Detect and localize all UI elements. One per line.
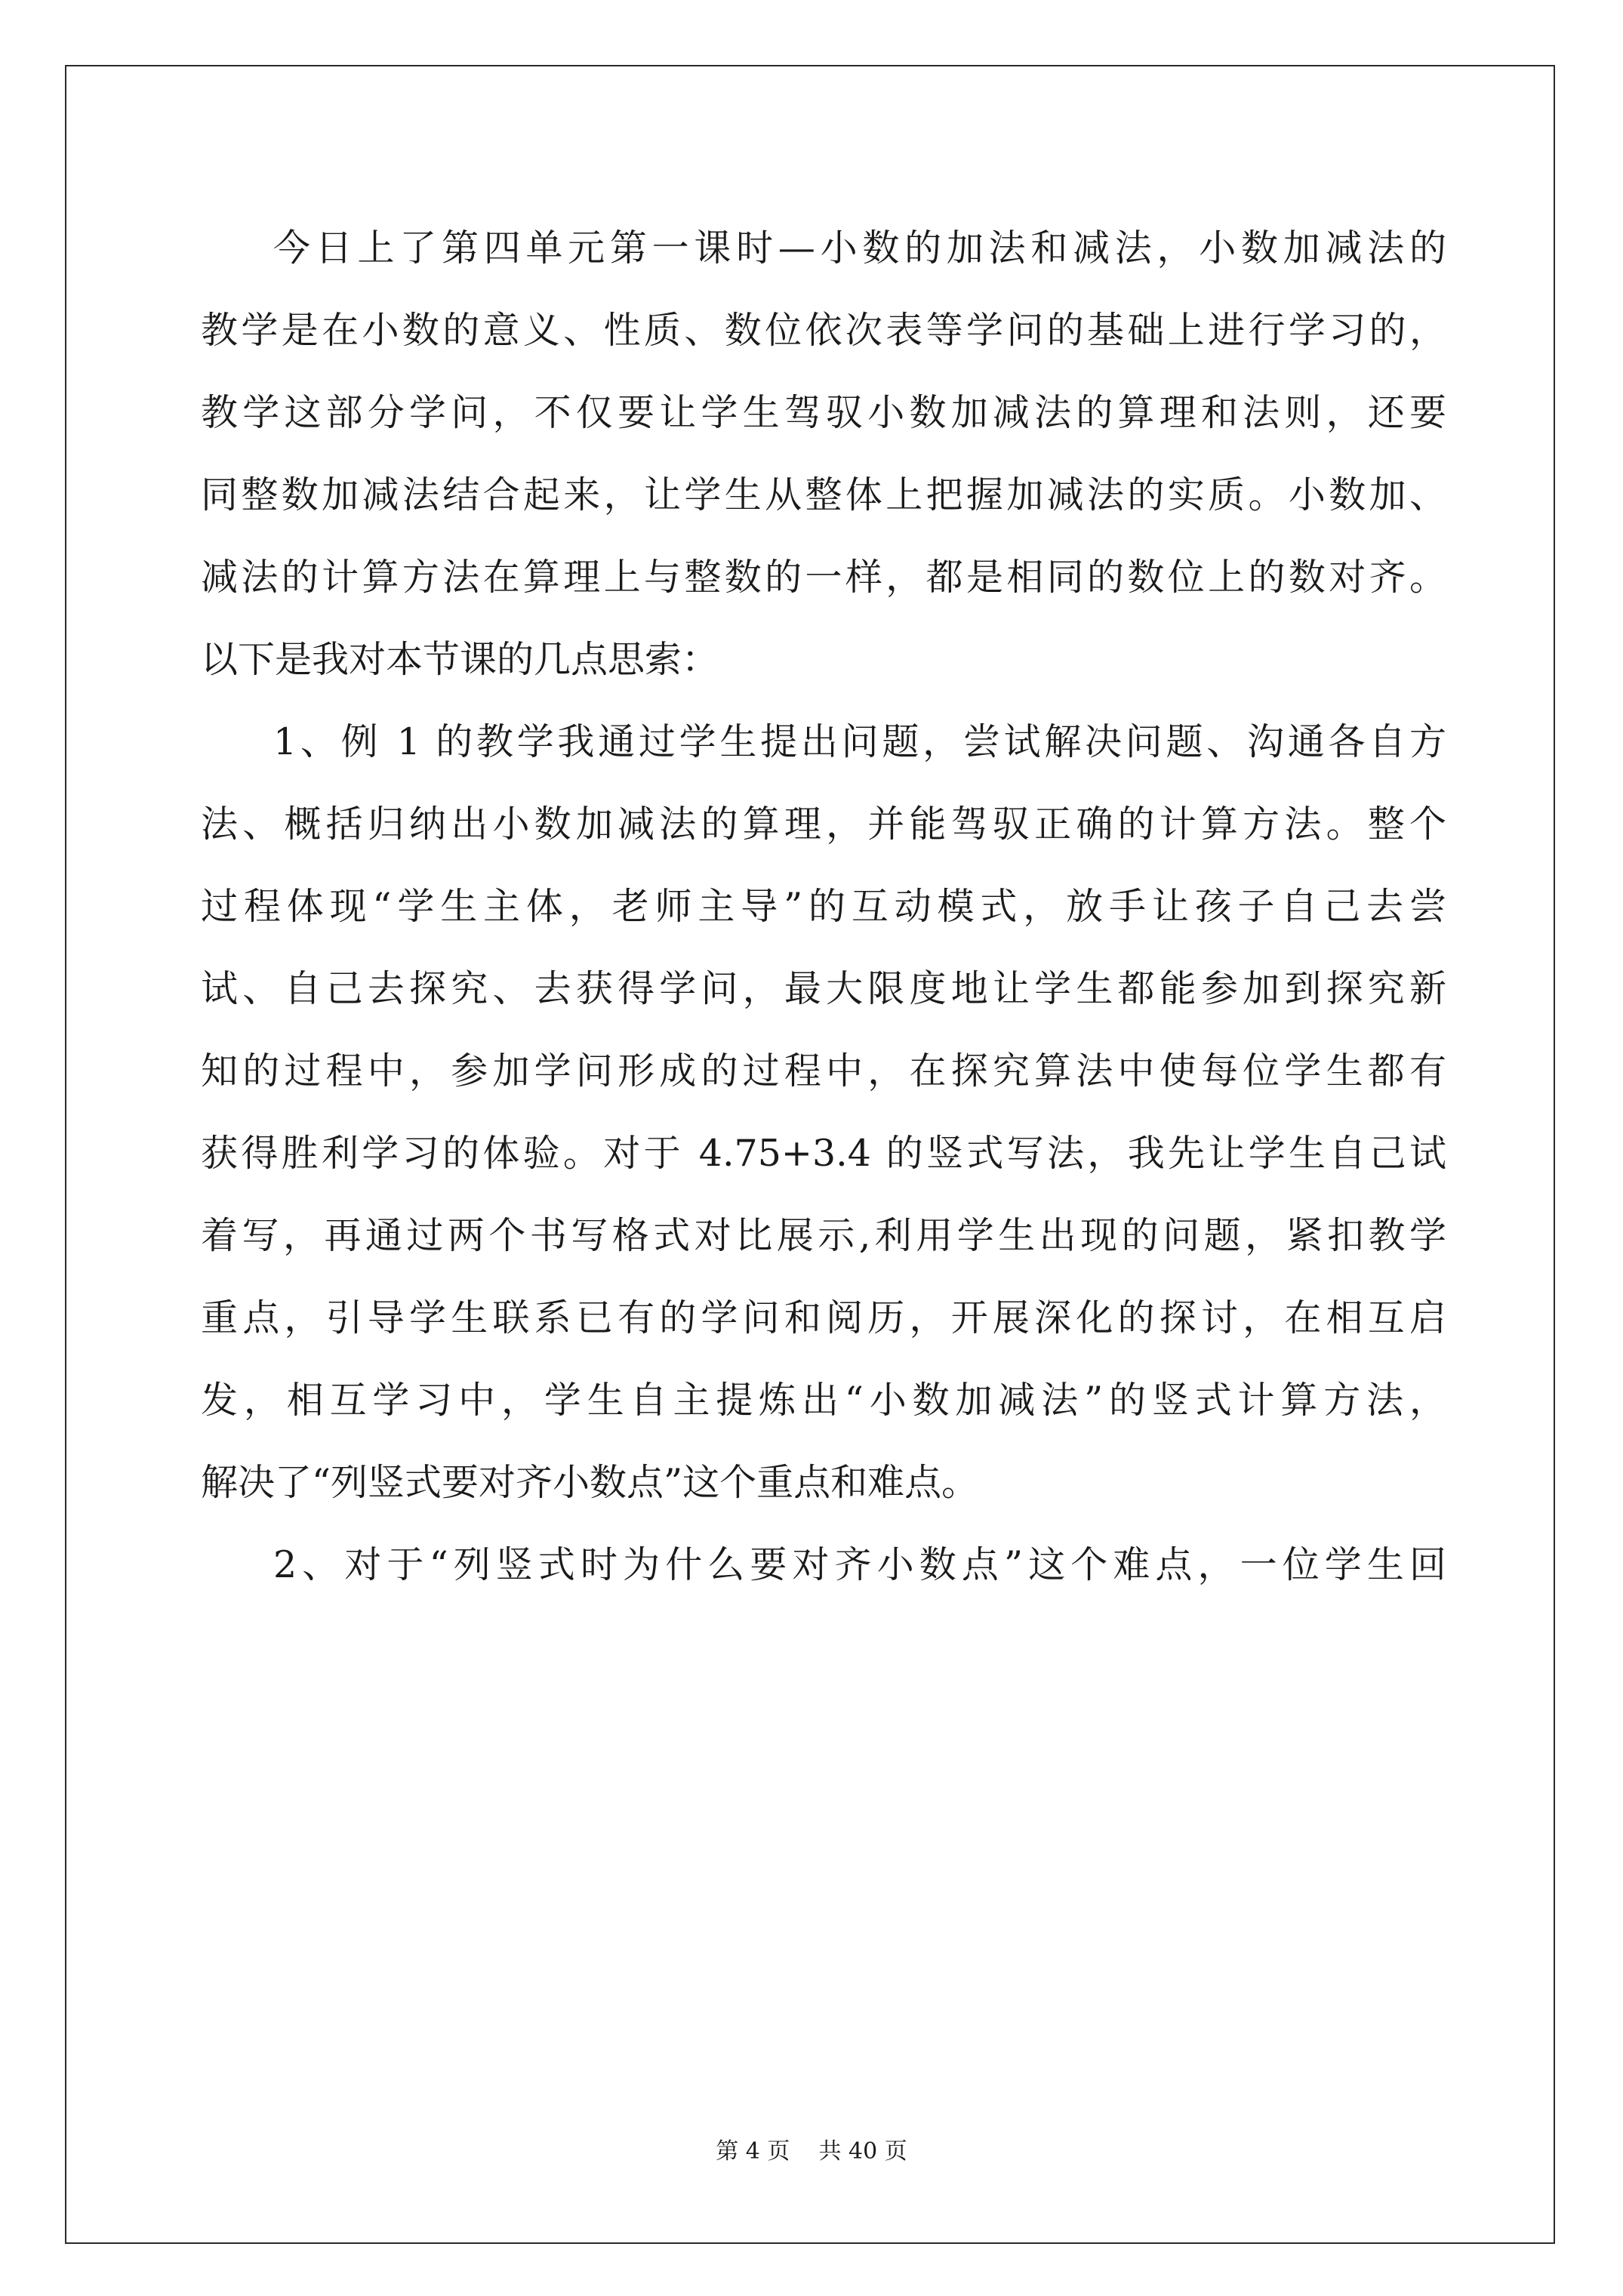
paragraph-line: 减法的计算方法在算理上与整数的一样，都是相同的数位上的数对齐。: [201, 556, 1446, 599]
paragraph-line: 解决了“列竖式要对齐小数点”这个重点和难点。: [201, 1461, 979, 1504]
paragraph-line: 法、概括归纳出小数加减法的算理，并能驾驭正确的计算方法。整个: [201, 803, 1446, 846]
paragraph-line: 以下是我对本节课的几点思索：: [201, 638, 719, 681]
paragraph-line: 着写，再通过两个书写格式对比展示,利用学生出现的问题，紧扣教学: [201, 1214, 1446, 1257]
paragraph-line: 获得胜利学习的体验。对于 4.75+3.4 的竖式写法，我先让学生自己试: [201, 1132, 1446, 1175]
paragraph-line: 发，相互学习中，学生自主提炼出“小数加减法”的竖式计算方法，: [201, 1379, 1446, 1422]
paragraph-line: 同整数加减法结合起来，让学生从整体上把握加减法的实质。小数加、: [201, 473, 1446, 516]
paragraph-line: 2、对于“列竖式时为什么要对齐小数点”这个难点，一位学生回: [273, 1543, 1446, 1586]
paragraph-line: 知的过程中，参加学问形成的过程中，在探究算法中使每位学生都有: [201, 1049, 1446, 1093]
page-number-footer: 第 4 页 共 40 页: [716, 2138, 907, 2165]
paragraph-line: 过程体现“学生主体，老师主导”的互动模式，放手让孩子自己去尝: [201, 885, 1446, 928]
paragraph-line: 今日上了第四单元第一课时—小数的加法和减法，小数加减法的: [273, 227, 1446, 270]
paragraph-line: 重点，引导学生联系已有的学问和阅历，开展深化的探讨，在相互启: [201, 1296, 1446, 1339]
paragraph-line: 教学是在小数的意义、性质、数位依次表等学问的基础上进行学习的，: [201, 309, 1446, 352]
paragraph-line: 试、自己去探究、去获得学问，最大限度地让学生都能参加到探究新: [201, 967, 1446, 1010]
paragraph-line: 教学这部分学问，不仅要让学生驾驭小数加减法的算理和法则，还要: [201, 391, 1446, 434]
paragraph-line: 1、例 1 的教学我通过学生提出问题，尝试解决问题、沟通各自方: [273, 720, 1446, 763]
